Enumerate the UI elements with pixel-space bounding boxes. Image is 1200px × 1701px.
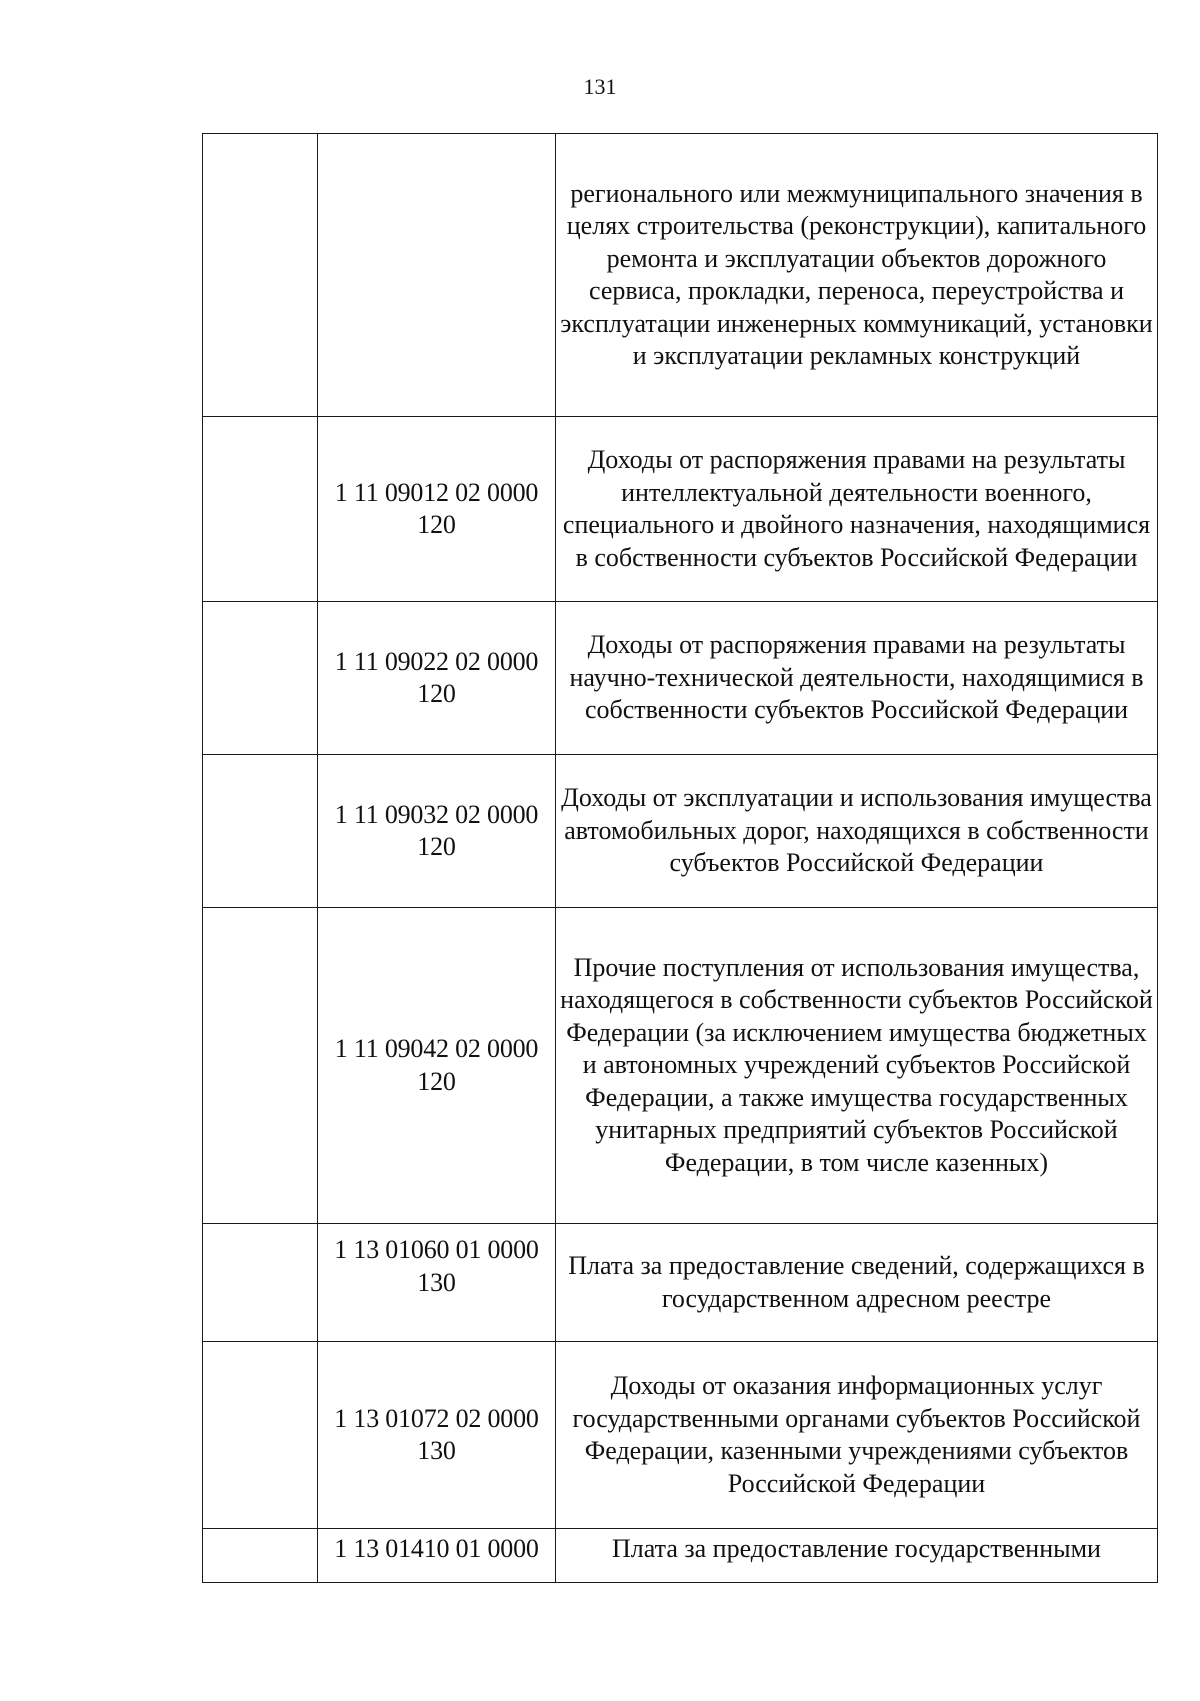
revenue-code-cell: 1 11 09042 02 0000 120	[318, 908, 556, 1224]
revenue-description-cell: Доходы от оказания информационных услуг государственными органами субъектов Российской Федерации, казенными учреждениями субъектов Российской Федерации	[556, 1342, 1158, 1529]
revenue-code-cell: 1 13 01410 01 0000	[318, 1529, 556, 1583]
table-row	[203, 1224, 1158, 1342]
table-row	[203, 602, 1158, 755]
revenue-description-cell: Прочие поступления от использования имущества, находящегося в собственности субъектов Российской Федерации (за исключением имущества бюджетных и автономных учреждений субъектов Российской Федерации, а также имущества государственных унитарных предприятий субъектов Российской Федерации, в том числе казенных)	[556, 908, 1158, 1224]
table-row	[203, 134, 1158, 417]
revenue-code-cell	[318, 134, 556, 417]
table-row	[203, 908, 1158, 1224]
table-row	[203, 1529, 1158, 1583]
admin-code-cell	[203, 908, 318, 1224]
admin-code-cell	[203, 602, 318, 755]
revenue-description-cell: Доходы от распоряжения правами на результаты интеллектуальной деятельности военного, специального и двойного назначения, находящимися в собственности субъектов Российской Федерации	[556, 417, 1158, 602]
admin-code-cell	[203, 417, 318, 602]
revenue-description-cell: регионального или межмуниципального значения в целях строительства (реконструкции), капитального ремонта и эксплуатации объектов дорожного сервиса, прокладки, переноса, переустройства и эксплуатации инженерных коммуникаций, установки и эксплуатации рекламных конструкций	[556, 134, 1158, 417]
revenue-description-cell: Доходы от распоряжения правами на результаты научно-технической деятельности, находящимися в собственности субъектов Российской Федерации	[556, 602, 1158, 755]
admin-code-cell	[203, 755, 318, 908]
revenue-codes-table	[202, 133, 1158, 1583]
revenue-description-cell: Плата за предоставление сведений, содержащихся в государственном адресном реестре	[556, 1224, 1158, 1342]
admin-code-cell	[203, 1529, 318, 1583]
page-number: 131	[583, 74, 617, 99]
revenue-description-cell: Плата за предоставление государственными	[556, 1529, 1158, 1583]
table-row	[203, 417, 1158, 602]
revenue-code-cell: 1 13 01072 02 0000 130	[318, 1342, 556, 1529]
admin-code-cell	[203, 1224, 318, 1342]
revenue-code-cell: 1 11 09032 02 0000 120	[318, 755, 556, 908]
revenue-code-cell: 1 13 01060 01 0000 130	[318, 1224, 556, 1342]
revenue-description-cell: Доходы от эксплуатации и использования имущества автомобильных дорог, находящихся в собственности субъектов Российской Федерации	[556, 755, 1158, 908]
admin-code-cell	[203, 134, 318, 417]
admin-code-cell	[203, 1342, 318, 1529]
revenue-code-cell: 1 11 09022 02 0000 120	[318, 602, 556, 755]
table-row	[203, 755, 1158, 908]
revenue-code-cell: 1 11 09012 02 0000 120	[318, 417, 556, 602]
table-row	[203, 1342, 1158, 1529]
